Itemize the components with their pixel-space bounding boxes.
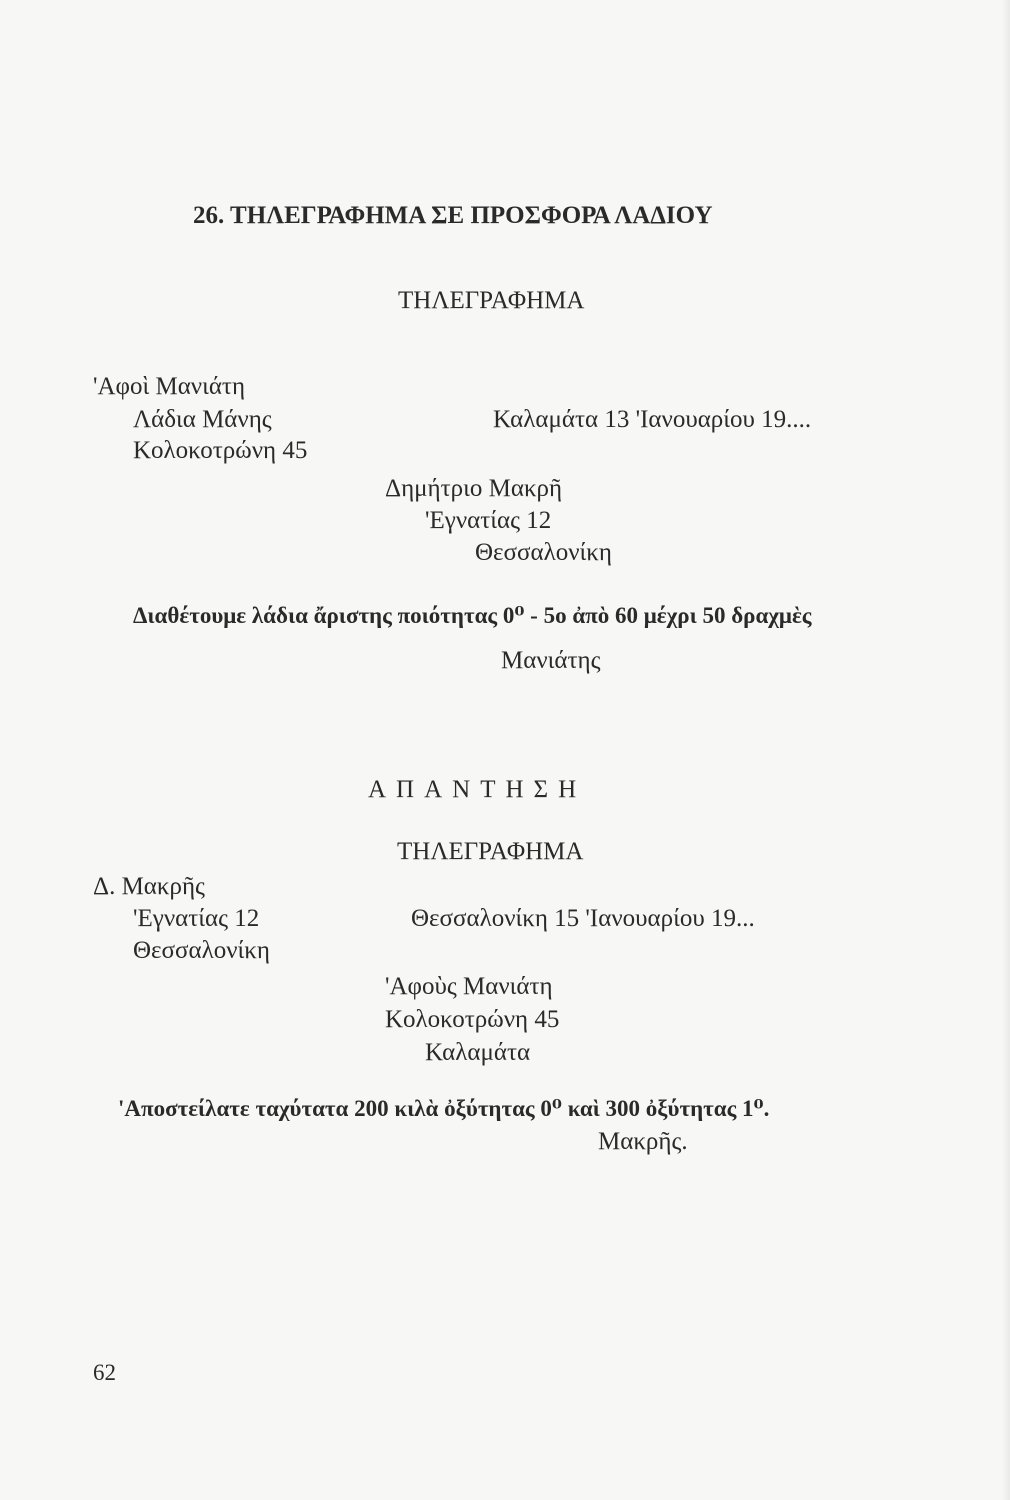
reply-signature: Μακρῆς. [598, 1128, 688, 1155]
telegram-signature: Μανιάτης [501, 647, 601, 674]
reply-recipient-name: 'Αφοὺς Μανιάτη [385, 973, 553, 1000]
reply-recipient-city: Καλαμάτα [425, 1039, 531, 1066]
sender-name: 'Αφοὶ Μανιάτη [93, 373, 246, 400]
page-number: 62 [93, 1360, 116, 1385]
reply-sender-city: Θεσσαλονίκη [133, 937, 270, 964]
place-date: Καλαμάτα 13 'Ιανουαρίου 19.... [493, 406, 812, 433]
telegram-heading: ΤΗΛΕΓΡΑΦΗΜΑ [398, 287, 585, 314]
telegram-body: Διαθέτουμε λάδια ἄριστης ποιότητας 0⁰ - 5ο ἀπὸ 60 μέχρι 50 δραχμὲς [133, 603, 812, 628]
recipient-city: Θεσσαλονίκη [475, 539, 612, 566]
reply-label: ΑΠΑΝΤΗΣΗ [368, 776, 587, 803]
reply-body: 'Αποστείλατε ταχύτατα 200 κιλὰ ὀξύτητας 0⁰ καὶ 300 ὀξύτητας 1⁰. [118, 1096, 770, 1121]
page-edge-shadow [1002, 0, 1010, 1500]
recipient-address: 'Εγνατίας 12 [425, 507, 552, 534]
sender-business: Λάδια Μάνης [133, 406, 272, 433]
reply-sender-name: Δ. Μακρῆς [93, 873, 205, 900]
reply-heading: ΤΗΛΕΓΡΑΦΗΜΑ [397, 838, 584, 865]
section-title: 26. ΤΗΛΕΓΡΑΦΗΜΑ ΣΕ ΠΡΟΣΦΟΡΑ ΛΑΔΙΟΥ [193, 202, 713, 229]
reply-recipient-address: Κολοκοτρώνη 45 [385, 1006, 560, 1033]
sender-address: Κολοκοτρώνη 45 [133, 437, 308, 464]
recipient-name: Δημήτριο Μακρῆ [385, 475, 563, 502]
reply-place-date: Θεσσαλονίκη 15 'Ιανουαρίου 19... [411, 905, 755, 932]
reply-sender-address: 'Εγνατίας 12 [133, 905, 260, 932]
